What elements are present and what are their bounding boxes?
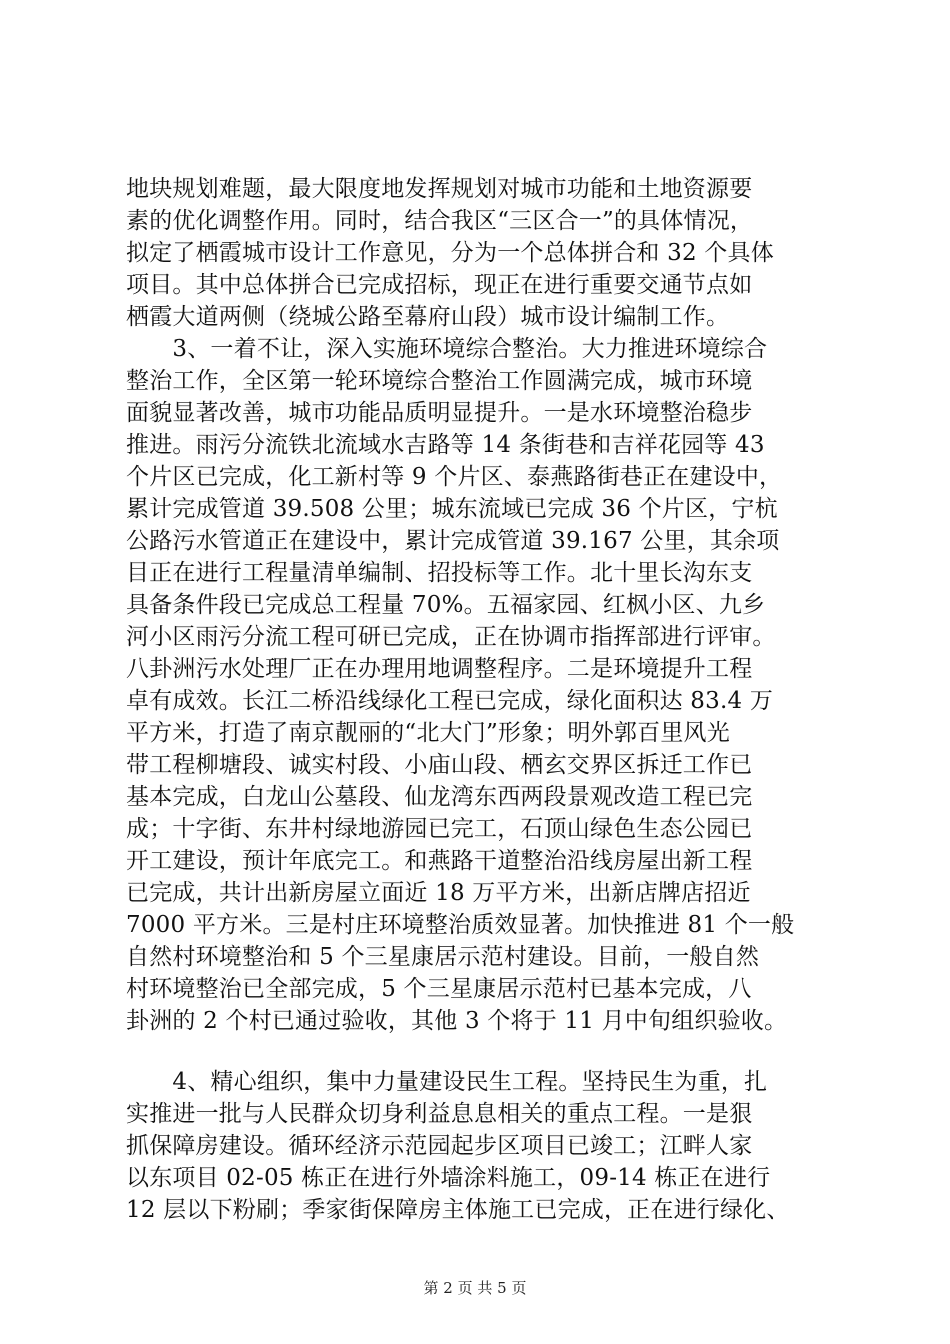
text-line: 面貌显著改善，城市功能品质明显提升。一是水环境整治稳步 — [126, 400, 753, 426]
text-line: 目正在进行工程量清单编制、招投标等工作。北十里长沟东支 — [126, 560, 753, 586]
text-line: 3、一着不让，深入实施环境综合整治。大力推进环境综合 — [126, 336, 768, 362]
text-line: 成；十字街、东井村绿地游园已完工，石顶山绿色生态公园已 — [126, 816, 753, 842]
text-line: 已完成，共计出新房屋立面近 18 万平方米，出新店牌店招近 — [126, 880, 751, 906]
text-line: 公路污水管道正在建设中，累计完成管道 39.167 公里，其余项 — [126, 528, 780, 554]
text-line: 基本完成，白龙山公墓段、仙龙湾东西两段景观改造工程已完 — [126, 784, 753, 810]
text-line: 平方米，打造了南京靓丽的“北大门”形象；明外郭百里风光 — [126, 720, 730, 746]
text-line: 4、精心组织，集中力量建设民生工程。坚持民生为重，扎 — [126, 1069, 768, 1095]
text-line: 八卦洲污水处理厂正在办理用地调整程序。二是环境提升工程 — [126, 656, 753, 682]
text-line: 项目。其中总体拼合已完成招标，现正在进行重要交通节点如 — [126, 272, 753, 298]
text-line: 自然村环境整治和 5 个三星康居示范村建设。目前，一般自然 — [126, 944, 760, 970]
text-line: 以东项目 02-05 栋正在进行外墙涂料施工，09-14 栋正在进行 — [126, 1165, 771, 1191]
text-line: 具备条件段已完成总工程量 70%。五福家园、红枫小区、九乡 — [126, 592, 766, 618]
text-line: 素的优化调整作用。同时，结合我区“三区合一”的具体情况， — [126, 208, 754, 234]
text-line: 实推进一批与人民群众切身利益息息相关的重点工程。一是狠 — [126, 1101, 753, 1127]
text-line: 7000 平方米。三是村庄环境整治质效显著。加快推进 81 个一般 — [126, 912, 795, 938]
text-line: 个片区已完成，化工新村等 9 个片区、泰燕路街巷正在建设中， — [126, 464, 783, 490]
page-number-footer: 第 2 页 共 5 页 — [423, 1279, 527, 1297]
text-line: 推进。雨污分流铁北流域水吉路等 14 条街巷和吉祥花园等 43 — [126, 432, 765, 458]
text-line: 12 层以下粉刷；季家街保障房主体施工已完成，正在进行绿化、 — [126, 1197, 790, 1223]
text-line: 栖霞大道两侧（绕城公路至幕府山段）城市设计编制工作。 — [126, 304, 730, 330]
text-line: 开工建设，预计年底完工。和燕路干道整治沿线房屋出新工程 — [126, 848, 753, 874]
text-line: 带工程柳塘段、诚实村段、小庙山段、栖玄交界区拆迁工作已 — [126, 752, 753, 778]
text-line: 拟定了栖霞城市设计工作意见，分为一个总体拼合和 32 个具体 — [126, 240, 774, 266]
text-line: 地块规划难题，最大限度地发挥规划对城市功能和土地资源要 — [126, 176, 753, 202]
text-line: 卦洲的 2 个村已通过验收，其他 3 个将于 11 月中旬组织验收。 — [126, 1008, 788, 1034]
text-line: 累计完成管道 39.508 公里；城东流域已完成 36 个片区，宁杭 — [126, 496, 778, 522]
text-line: 卓有成效。长江二桥沿线绿化工程已完成，绿化面积达 83.4 万 — [126, 688, 774, 714]
text-line: 整治工作，全区第一轮环境综合整治工作圆满完成，城市环境 — [126, 368, 753, 394]
text-line: 河小区雨污分流工程可研已完成，正在协调市指挥部进行评审。 — [126, 624, 776, 650]
text-line: 抓保障房建设。循环经济示范园起步区项目已竣工；江畔人家 — [126, 1133, 753, 1159]
text-line: 村环境整治已全部完成，5 个三星康居示范村已基本完成，八 — [126, 976, 752, 1002]
